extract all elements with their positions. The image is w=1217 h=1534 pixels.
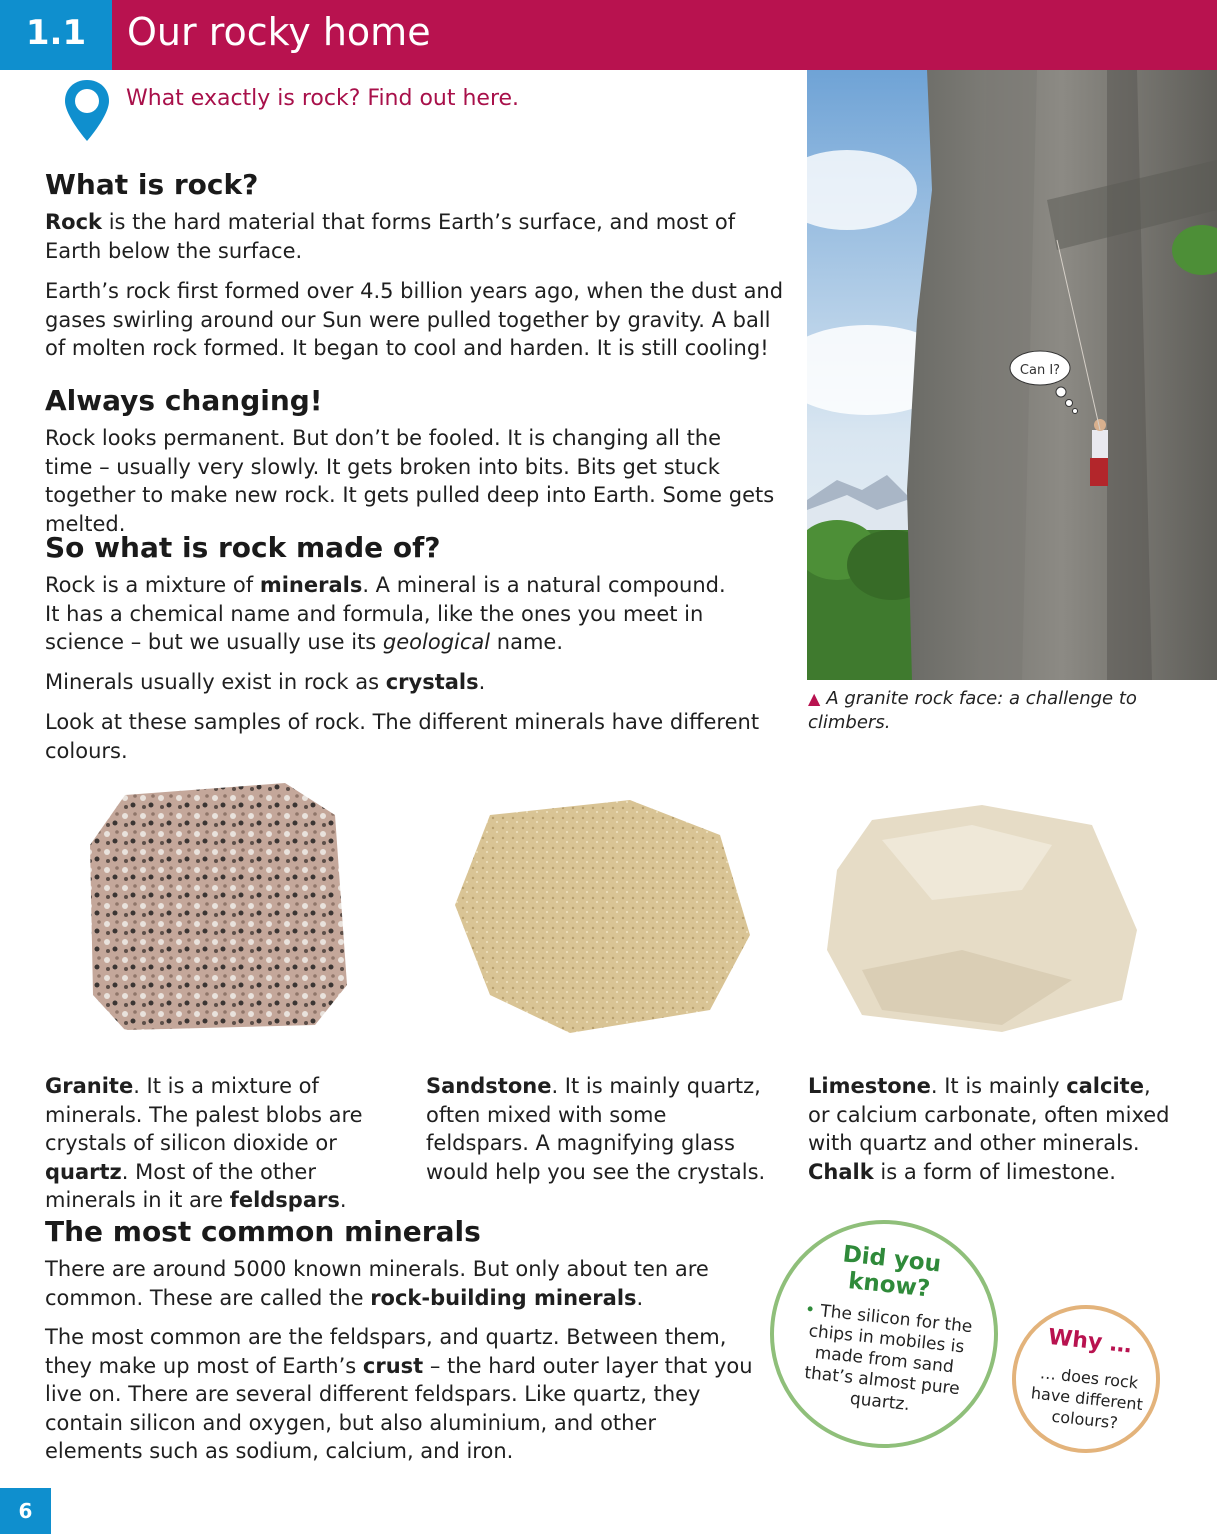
limestone-name: Limestone — [808, 1074, 931, 1098]
paragraph-crystals — [45, 668, 785, 697]
did-you-know-body — [784, 1299, 984, 1423]
paragraph-always-changing: Rock looks permanent. But don’t be fooled. It is changing all the time – usually very slowly. It gets broken into bits. Bits get stuck together to make new rock. It gets pulled deep into Earth. Some gets melted. — [45, 426, 775, 536]
granite-text-2: . Most of the other minerals in it are — [45, 1159, 316, 1212]
paragraph-known-minerals — [45, 1255, 755, 1312]
granite-rock-face-photo — [807, 70, 1217, 680]
why-body: … does rock have different colours? — [1030, 1363, 1144, 1433]
page-title: Our rocky home — [127, 10, 431, 54]
limestone-text-3: is a form of limestone. — [873, 1159, 1116, 1184]
did-you-know-text: The silicon for the chips in mobiles is made from sand that’s almost pure quartz. — [803, 1300, 974, 1416]
term-geological: geological — [382, 630, 491, 654]
term-chalk: Chalk — [808, 1159, 874, 1184]
why-title: Why … — [1046, 1324, 1133, 1359]
feldspars-text-b: – the hard outer layer that you live on. There are several different feldspars. Like quartz, they contain silicon and oxygen, but also aluminium, and other elements such as sodium, calcium, and iron. — [45, 1353, 753, 1463]
crystals-text-b: . — [478, 670, 486, 694]
sandstone-text: . It is mainly quartz, often mixed with some feldspars. A magnifying glass would help you see the crystals. — [426, 1074, 766, 1184]
page-number: 6 — [0, 1488, 51, 1534]
minerals-text-c: name. — [490, 630, 564, 654]
heading-always-changing: Always changing! — [45, 384, 323, 417]
limestone-text-1: . It is mainly — [930, 1074, 1067, 1098]
limestone-caption — [808, 1072, 1178, 1186]
paragraph-minerals — [45, 571, 745, 657]
paragraph-rock-formation: Earth’s rock first formed over 4.5 billion years ago, when the dust and gases swirling around our Sun were pulled together by gravity. A ball of molten rock formed. It began to cool and harden. It is still cooling! — [45, 279, 784, 360]
known-minerals-text-a: There are around 5000 known minerals. But only about ten are common. These are called the — [45, 1257, 709, 1310]
rock-definition-text: is the hard material that forms Earth’s surface, and most of Earth below the surface. — [45, 210, 736, 263]
chapter-header — [0, 0, 1217, 70]
term-crystals: crystals — [385, 670, 479, 694]
caption-text: A granite rock face: a challenge to climbers. — [808, 688, 1137, 733]
did-you-know-title-line-1: Did you — [841, 1241, 943, 1278]
caption-triangle-icon: ▲ — [808, 689, 821, 708]
heading-made-of: So what is rock made of? — [45, 531, 441, 564]
paragraph-rock-definition — [45, 208, 745, 265]
paragraph-samples: Look at these samples of rock. The different minerals have different colours. — [45, 710, 760, 763]
did-you-know-title — [778, 1235, 1002, 1310]
heading-what-is-rock: What is rock? — [45, 168, 259, 201]
granite-sample-image — [85, 775, 350, 1035]
location-pin-icon — [62, 78, 112, 144]
granite-caption — [45, 1072, 405, 1215]
term-calcite: calcite — [1066, 1074, 1144, 1098]
limestone-text-2: , or calcium carbonate, often mixed with quartz and other minerals. — [808, 1074, 1170, 1155]
did-you-know-title-line-2: know? — [846, 1268, 932, 1303]
speech-bubble-text: Can I? — [1019, 363, 1061, 378]
minerals-text-b: . A mineral is a natural compound. It has a chemical name and formula, like the ones you meet in science – but we usually use its — [45, 573, 726, 654]
photo-caption — [808, 687, 1208, 735]
known-minerals-text-b: . — [636, 1285, 644, 1310]
term-quartz: quartz — [45, 1159, 122, 1184]
granite-text-3: . — [339, 1188, 347, 1212]
term-minerals: minerals — [259, 573, 363, 597]
granite-text-1: . It is a mixture of minerals. The palest blobs are crystals of silicon dioxide or — [45, 1074, 363, 1155]
minerals-text-a: Rock is a mixture of — [45, 573, 260, 597]
why-bubble — [1005, 1298, 1168, 1461]
paragraph-feldspars-quartz — [45, 1323, 757, 1466]
term-rock-building-minerals: rock-building minerals — [370, 1285, 637, 1310]
section-number: 1.1 — [0, 0, 112, 70]
sandstone-sample-image — [450, 795, 755, 1035]
term-crust: crust — [362, 1353, 424, 1378]
sandstone-caption — [426, 1072, 771, 1186]
intro-subtitle: What exactly is rock? Find out here. — [126, 86, 520, 111]
bullet-icon: • — [804, 1299, 817, 1321]
term-rock: Rock — [45, 210, 103, 234]
crystals-text-a: Minerals usually exist in rock as — [45, 670, 386, 694]
did-you-know-bubble — [759, 1209, 1010, 1460]
heading-common-minerals: The most common minerals — [45, 1215, 481, 1248]
term-feldspars: feldspars — [229, 1188, 340, 1212]
granite-name: Granite — [45, 1074, 134, 1098]
limestone-sample-image — [822, 800, 1142, 1035]
feldspars-text-a: The most common are the feldspars, and quartz. Between them, they make up most of Earth’s — [45, 1325, 727, 1378]
sandstone-name: Sandstone — [426, 1074, 552, 1098]
